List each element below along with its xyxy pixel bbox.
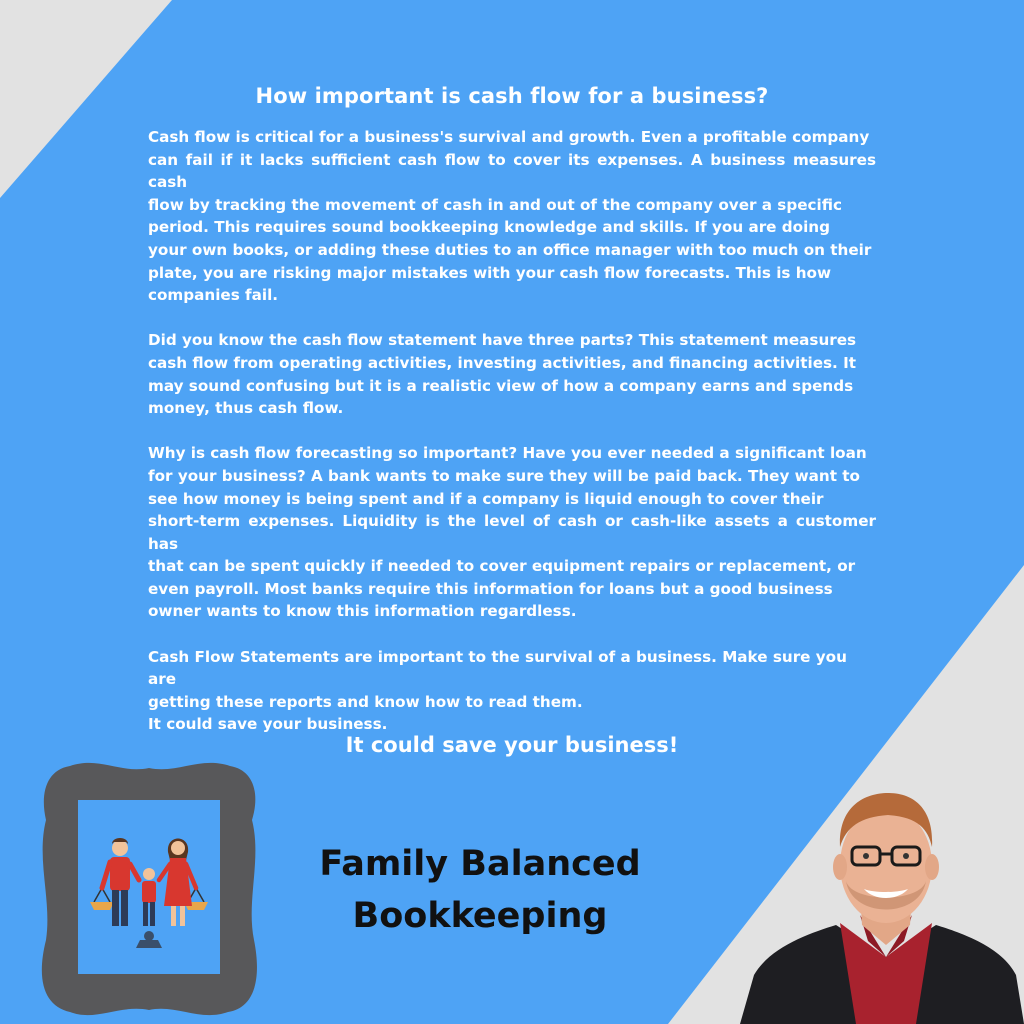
paragraph-4: [148, 646, 876, 736]
article-body: [148, 126, 876, 759]
page-title: How important is cash flow for a business?: [255, 84, 769, 108]
text-line: short-term expenses. Liquidity is the level of cash or cash-like assets a customer has: [148, 512, 876, 553]
brand-line-2: Bookkeeping: [352, 896, 608, 936]
text-line: period. This requires sound bookkeeping knowledge and skills. If you are doing: [148, 218, 830, 237]
text-line: Cash flow is critical for a business's survival and growth. Even a profitable company: [148, 128, 870, 146]
text-line: your own books, or adding these duties to an office manager with too much on their: [148, 240, 872, 259]
text-line: for your business? A bank wants to make sure they will be paid back. They want to: [148, 466, 860, 485]
family-balance-scale-icon: [40, 760, 258, 1018]
tagline: It could save your business!: [345, 733, 679, 757]
text-line: Did you know the cash flow statement have three parts? This statement measures: [148, 331, 857, 350]
text-line: owner wants to know this information regardless.: [148, 602, 577, 621]
man-portrait: [740, 785, 1024, 1024]
text-line: money, thus cash flow.: [148, 399, 344, 418]
text-line: that can be spent quickly if needed to cover equipment repairs or replacement, or: [148, 557, 856, 576]
scale-base: [136, 940, 162, 948]
brand-line-1: Family Balanced: [319, 844, 641, 884]
paragraph-1: [148, 126, 876, 307]
text-line: can fail if it lacks sufficient cash flow to cover its expenses. A business measures cash: [148, 150, 876, 192]
text-line: getting these reports and know how to read them.: [148, 692, 583, 711]
text-line: Cash Flow Statements are important to the survival of a business. Make sure you are: [148, 647, 847, 689]
paragraph-2: [148, 329, 876, 419]
text-line: see how money is being spent and if a company is liquid enough to cover their: [148, 489, 824, 508]
paragraph-3: [148, 442, 876, 623]
text-line: companies fail.: [148, 286, 279, 305]
text-line: may sound confusing but it is a realistic view of how a company earns and spends: [148, 376, 854, 395]
text-line: cash flow from operating activities, investing activities, and financing activities. It: [148, 353, 857, 372]
text-line: Why is cash flow forecasting so important? Have you ever needed a significant loan: [148, 444, 867, 463]
brand-name: [300, 838, 660, 942]
text-line: It could save your business.: [148, 715, 388, 734]
text-line: flow by tracking the movement of cash in and out of the company over a specific: [148, 195, 842, 214]
text-line: plate, you are risking major mistakes with your cash flow forecasts. This is how: [148, 263, 832, 282]
text-line: even payroll. Most banks require this information for loans but a good business: [148, 579, 833, 598]
